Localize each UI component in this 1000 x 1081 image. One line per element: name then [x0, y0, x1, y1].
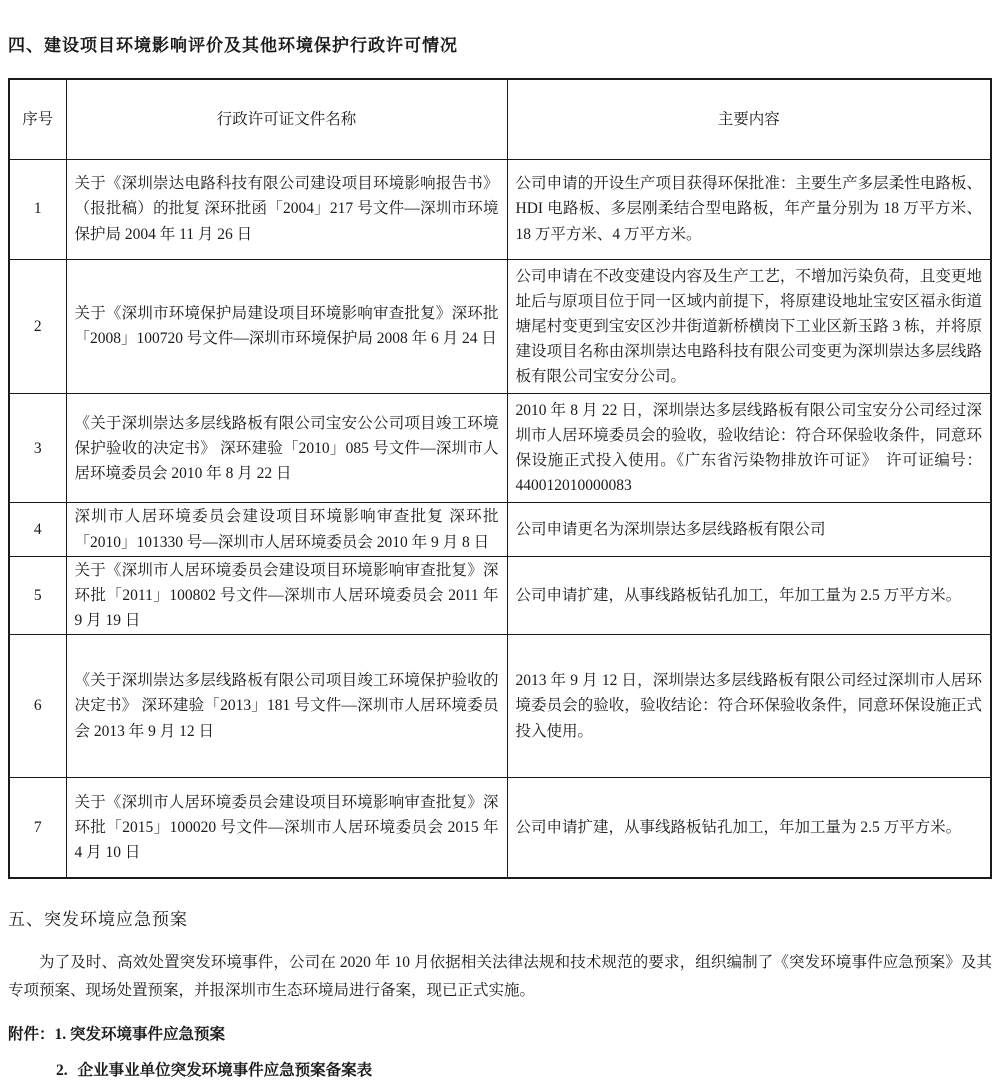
permits-table	[8, 78, 992, 879]
header-main-content: 主要内容	[507, 79, 991, 159]
table-row	[9, 503, 991, 556]
permit-content: 公司申请在不改变建设内容及生产工艺，不增加污染负荷，且变更地址后与原项目位于同一区域内前提下，将原建设地址宝安区福永街道塘尾村变更到宝安区沙井街道新桥横岗下工业区新玉路 3 栋，并将原建设项目名称由深圳崇达电路科技有限公司变更为深圳崇达多层线路板有限公司宝安分公司。	[507, 259, 991, 394]
permit-content: 公司申请的开设生产项目获得环保批准：主要生产多层柔性电路板、HDI 电路板、多层刚柔结合型电路板，年产量分别为 18 万平方米、18 万平方米、4 万平方米。	[507, 159, 991, 259]
permit-content: 2013 年 9 月 12 日，深圳崇达多层线路板有限公司经过深圳市人居环境委员会的验收，验收结论：符合环保验收条件，同意环保设施正式投入使用。	[507, 635, 991, 778]
section-5-heading: 五、突发环境应急预案	[8, 909, 188, 929]
header-permit-name: 行政许可证文件名称	[66, 79, 507, 159]
row-no: 5	[9, 556, 66, 634]
table-row	[9, 159, 991, 259]
table-header-row	[9, 79, 991, 159]
permit-name: 《关于深圳崇达多层线路板有限公司项目竣工环境保护验收的决定书》 深环建验「2013」181 号文件—深圳市人居环境委员会 2013 年 9 月 12 日	[66, 635, 507, 778]
row-no: 7	[9, 778, 66, 878]
table-row	[9, 394, 991, 503]
section-4-heading: 四、建设项目环境影响评价及其他环境保护行政许可情况	[8, 36, 458, 55]
permit-content: 2010 年 8 月 22 日，深圳崇达多层线路板有限公司宝安分公司经过深圳市人居环境委员会的验收，验收结论：符合环保验收条件，同意环保设施正式投入使用。《广东省污染物排放许可证》 许可证编号：440012010000083	[507, 394, 991, 503]
permit-name: 关于《深圳崇达电路科技有限公司建设项目环境影响报告书》（报批稿）的批复 深环批函「2004」217 号文件—深圳市环境保护局 2004 年 11 月 26 日	[66, 159, 507, 259]
section-5-paragraph: 为了及时、高效处置突发环境事件，公司在 2020 年 10 月依据相关法律法规和技术规范的要求，组织编制了《突发环境事件应急预案》及其专项预案、现场处置预案，并报深圳市生态环境局进行备案，现已正式实施。	[8, 953, 992, 999]
attachment-item-2: 企业事业单位突发环境事件应急预案备案表	[77, 1061, 373, 1079]
row-no: 2	[9, 259, 66, 394]
table-row	[9, 778, 991, 878]
row-no: 6	[9, 635, 66, 778]
permit-content: 公司申请扩建，从事线路板钻孔加工，年加工量为 2.5 万平方米。	[507, 556, 991, 634]
table-row	[9, 259, 991, 394]
attachments-label: 附件：	[8, 1025, 55, 1043]
row-no: 1	[9, 159, 66, 259]
attachments-line-2	[8, 1045, 992, 1081]
table-row	[9, 556, 991, 634]
row-no: 3	[9, 394, 66, 503]
attachment-item-2-number: 2.	[56, 1061, 68, 1079]
permit-name: 深圳市人居环境委员会建设项目环境影响审查批复 深环批「2010」101330 号—深圳市人居环境委员会 2010 年 9 月 8 日	[66, 503, 507, 556]
attachments-line-1	[8, 1005, 992, 1045]
permit-content: 公司申请更名为深圳崇达多层线路板有限公司	[507, 503, 991, 556]
header-no: 序号	[9, 79, 66, 159]
attachment-item-1: 1. 突发环境事件应急预案	[54, 1025, 226, 1043]
table-row	[9, 635, 991, 778]
row-no: 4	[9, 503, 66, 556]
permit-content: 公司申请扩建，从事线路板钻孔加工，年加工量为 2.5 万平方米。	[507, 778, 991, 878]
permit-name: 关于《深圳市人居环境委员会建设项目环境影响审查批复》深环批「2015」100020 号文件—深圳市人居环境委员会 2015 年 4 月 10 日	[66, 778, 507, 878]
permit-name: 关于《深圳市人居环境委员会建设项目环境影响审查批复》深环批「2011」100802 号文件—深圳市人居环境委员会 2011 年 9 月 19 日	[66, 556, 507, 634]
permit-name: 关于《深圳市环境保护局建设项目环境影响审查批复》深环批「2008」100720 号文件—深圳市环境保护局 2008 年 6 月 24 日	[66, 259, 507, 394]
permit-name: 《关于深圳崇达多层线路板有限公司宝安公公司项目竣工环境保护验收的决定书》 深环建验「2010」085 号文件—深圳市人居环境委员会 2010 年 8 月 22 日	[66, 394, 507, 503]
